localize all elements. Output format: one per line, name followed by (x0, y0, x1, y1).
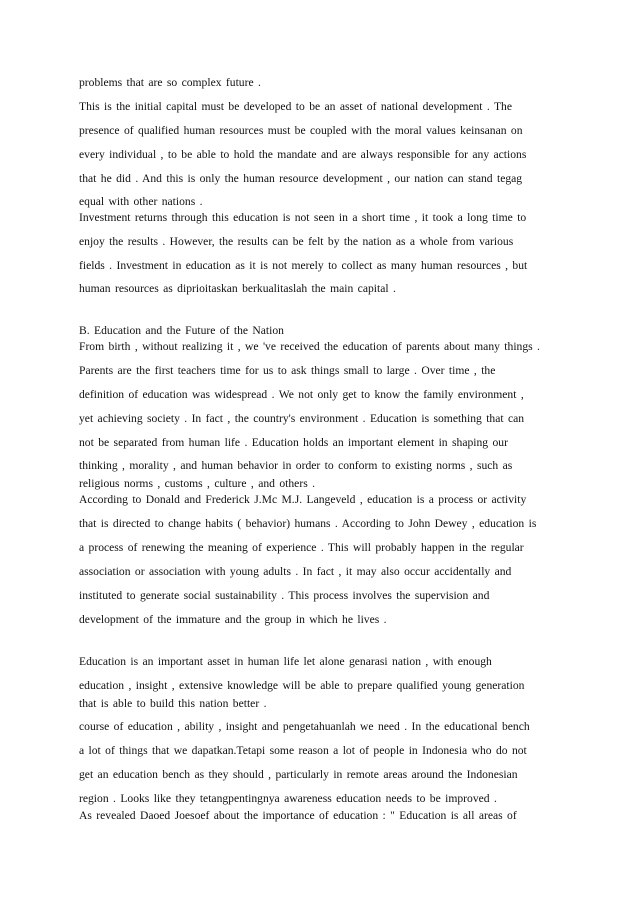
text-line: that is able to build this nation better . (79, 697, 267, 710)
text-line: association or association with young adults . In fact , it may also occur accidentally and (79, 565, 512, 578)
text-line: fields . Investment in education as it is not merely to collect as many human resources , but (79, 259, 528, 272)
text-line: This is the initial capital must be developed to be an asset of national development . The (79, 100, 513, 113)
text-line: that he did . And this is only the human resource development , our nation can stand tegag (79, 172, 523, 185)
text-line: a lot of things that we dapatkan.Tetapi some reason a lot of people in Indonesia who do not (79, 744, 527, 757)
text-line: get an education bench as they should , particularly in remote areas around the Indonesian (79, 768, 518, 781)
text-line: course of education , ability , insight and pengetahuanlah we need . In the educational bench (79, 720, 530, 733)
text-line: According to Donald and Frederick J.Mc M.J. Langeveld , education is a process or activity (79, 493, 527, 506)
text-line: instituted to generate social sustainability . This process involves the supervision and (79, 589, 490, 602)
text-line: every individual , to be able to hold the mandate and are always responsible for any actions (79, 148, 527, 161)
section-heading: B. Education and the Future of the Nation (79, 324, 284, 337)
text-line: enjoy the results . However, the results can be felt by the nation as a whole from various (79, 235, 514, 248)
text-line: human resources as diprioitaskan berkualitaslah the main capital . (79, 282, 396, 295)
text-line: Education is an important asset in human life let alone genarasi nation , with enough (79, 655, 492, 668)
text-line: equal with other nations . (79, 195, 203, 208)
text-line: that is directed to change habits ( behavior) humans . According to John Dewey , education is (79, 517, 537, 530)
text-line: development of the immature and the group in which he lives . (79, 613, 387, 626)
text-line: education , insight , extensive knowledge will be able to prepare qualified young generation (79, 679, 525, 692)
text-line: region . Looks like they tetangpentingnya awareness education needs to be improved . (79, 792, 497, 805)
text-line: a process of renewing the meaning of experience . This will probably happen in the regular (79, 541, 524, 554)
text-line: Investment returns through this education is not seen in a short time , it took a long time to (79, 211, 527, 224)
text-line: As revealed Daoed Joesoef about the importance of education : " Education is all areas of (79, 809, 517, 822)
text-line: Parents are the first teachers time for us to ask things small to large . Over time , the (79, 364, 496, 377)
text-line: not be separated from human life . Education holds an important element in shaping our (79, 436, 508, 449)
text-line: yet achieving society . In fact , the country's environment . Education is something that can (79, 412, 525, 425)
text-line: definition of education was widespread . We not only get to know the family environment , (79, 388, 524, 401)
text-line: From birth , without realizing it , we 've received the education of parents about many things . (79, 340, 540, 353)
text-line: religious norms , customs , culture , and others . (79, 477, 316, 490)
text-line: thinking , morality , and human behavior in order to conform to existing norms , such as (79, 459, 513, 472)
text-line: presence of qualified human resources must be coupled with the moral values keinsanan on (79, 124, 523, 137)
text-line: problems that are so complex future . (79, 76, 261, 89)
